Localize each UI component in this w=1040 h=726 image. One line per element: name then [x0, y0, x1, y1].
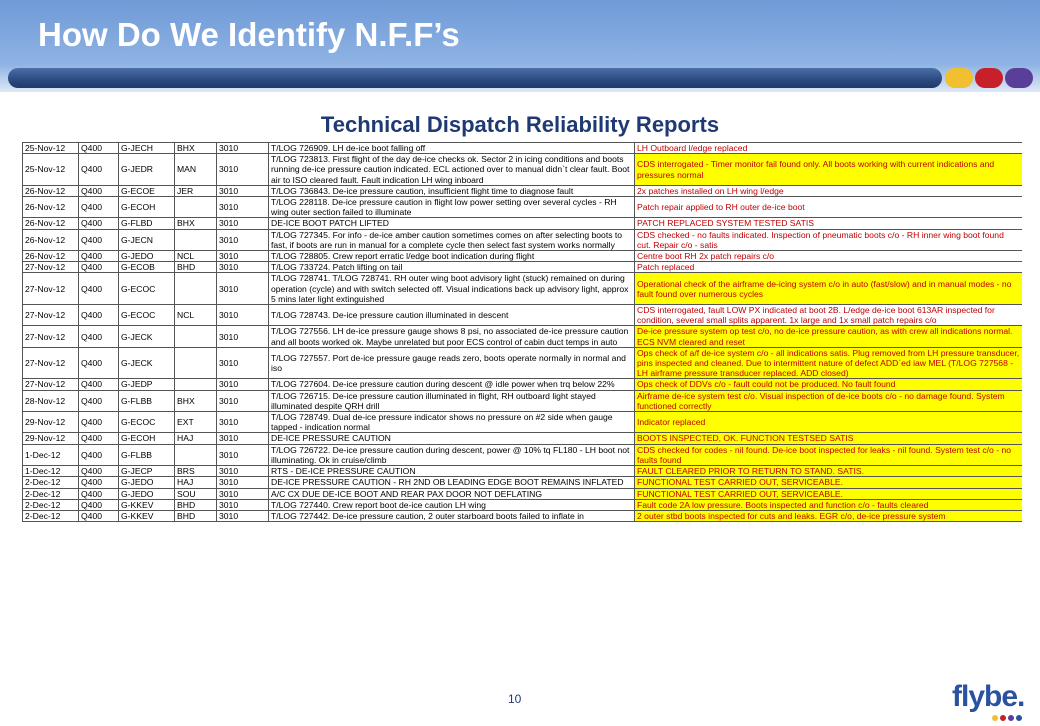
- cell-reg: G-JECK: [119, 326, 175, 347]
- cell-reg: G-ECOC: [119, 305, 175, 326]
- cell-type: Q400: [79, 412, 119, 433]
- cell-ata: 3010: [217, 488, 269, 499]
- cell-reg: G-JECP: [119, 466, 175, 477]
- cell-stn: [175, 229, 217, 250]
- cell-reg: G-ECOH: [119, 197, 175, 218]
- cell-date: 26-Nov-12: [23, 229, 79, 250]
- yellow-dot-decoration: [945, 68, 973, 88]
- cell-stn: [175, 326, 217, 347]
- cell-stn: BRS: [175, 466, 217, 477]
- cell-reg: G-ECOC: [119, 412, 175, 433]
- cell-reg: G-JEDO: [119, 251, 175, 262]
- cell-type: Q400: [79, 218, 119, 229]
- cell-reg: G-KKEV: [119, 499, 175, 510]
- table-row: [23, 412, 1023, 433]
- cell-ata: 3010: [217, 499, 269, 510]
- header-bar: [8, 68, 942, 88]
- cell-date: 27-Nov-12: [23, 347, 79, 379]
- cell-type: Q400: [79, 154, 119, 186]
- cell-type: Q400: [79, 433, 119, 444]
- cell-defect: T/LOG 736843. De-ice pressure caution, insufficient flight time to diagnose fault: [269, 185, 635, 196]
- cell-type: Q400: [79, 185, 119, 196]
- cell-action: Indicator replaced: [635, 412, 1023, 433]
- red-dot-decoration: [975, 68, 1003, 88]
- cell-stn: BHD: [175, 262, 217, 273]
- cell-ata: 3010: [217, 305, 269, 326]
- cell-action: Ops check of a/f de-ice system c/o - all indications satis. Plug removed from LH pressure transducer, pins inspected and cleaned. Due to intermittent nature of defect ADD`ed iaw MEL (T/LOG 727568 - LH airframe pressure transducer replaced. ADD closed): [635, 347, 1023, 379]
- cell-action: FAULT CLEARED PRIOR TO RETURN TO STAND. SATIS.: [635, 466, 1023, 477]
- cell-reg: G-JECK: [119, 347, 175, 379]
- cell-defect: T/LOG 723813. First flight of the day de-ice checks ok. Sector 2 in icing conditions and boots running de-ice pressure caution indicated. ECL actioned over to manual didn`t clear fault. Boot air to ISO cleared fault. Fault indication LH wing inboard: [269, 154, 635, 186]
- cell-date: 26-Nov-12: [23, 218, 79, 229]
- cell-type: Q400: [79, 466, 119, 477]
- cell-ata: 3010: [217, 444, 269, 465]
- table-row: [23, 466, 1023, 477]
- logo-dots-decoration: [992, 708, 1032, 716]
- cell-reg: G-ECOE: [119, 185, 175, 196]
- cell-type: Q400: [79, 229, 119, 250]
- cell-stn: HAJ: [175, 477, 217, 488]
- cell-ata: 3010: [217, 326, 269, 347]
- table-row: [23, 477, 1023, 488]
- cell-reg: G-JECN: [119, 229, 175, 250]
- table-row: [23, 433, 1023, 444]
- cell-defect: T/LOG 727556. LH de-ice pressure gauge shows 8 psi, no associated de-ice pressure caution and all boots worked ok. Maybe unrelated but poor ECS control of cabin duct temps in auto: [269, 326, 635, 347]
- cell-date: 29-Nov-12: [23, 433, 79, 444]
- cell-date: 26-Nov-12: [23, 185, 79, 196]
- cell-action: Patch repair applied to RH outer de-ice boot: [635, 197, 1023, 218]
- cell-reg: G-FLBB: [119, 390, 175, 411]
- cell-action: Centre boot RH 2x patch repairs c/o: [635, 251, 1023, 262]
- cell-type: Q400: [79, 390, 119, 411]
- cell-defect: DE-ICE PRESSURE CAUTION - RH 2ND OB LEADING EDGE BOOT REMAINS INFLATED: [269, 477, 635, 488]
- cell-ata: 3010: [217, 197, 269, 218]
- cell-action: BOOTS INSPECTED, OK. FUNCTION TESTSED SATIS: [635, 433, 1023, 444]
- cell-stn: BHD: [175, 499, 217, 510]
- table-row: [23, 229, 1023, 250]
- table-row: [23, 305, 1023, 326]
- cell-stn: [175, 273, 217, 305]
- cell-ata: 3010: [217, 477, 269, 488]
- cell-date: 2-Dec-12: [23, 477, 79, 488]
- cell-stn: JER: [175, 185, 217, 196]
- cell-stn: NCL: [175, 251, 217, 262]
- report-table-wrapper: [22, 142, 1022, 680]
- cell-date: 26-Nov-12: [23, 251, 79, 262]
- cell-date: 25-Nov-12: [23, 154, 79, 186]
- cell-defect: DE-ICE BOOT PATCH LIFTED: [269, 218, 635, 229]
- cell-reg: G-KKEV: [119, 510, 175, 521]
- page-number: 10: [508, 692, 522, 706]
- table-row: [23, 488, 1023, 499]
- cell-reg: G-JEDO: [119, 477, 175, 488]
- cell-defect: T/LOG 726722. De-ice pressure caution during descent, power @ 10% tq FL180 - LH boot not illuminating. Ok in cruise/climb: [269, 444, 635, 465]
- cell-stn: BHX: [175, 218, 217, 229]
- cell-date: 27-Nov-12: [23, 305, 79, 326]
- cell-type: Q400: [79, 197, 119, 218]
- cell-reg: G-JEDP: [119, 379, 175, 390]
- cell-stn: NCL: [175, 305, 217, 326]
- cell-type: Q400: [79, 499, 119, 510]
- cell-ata: 3010: [217, 273, 269, 305]
- cell-action: De-ice pressure system op test c/o, no de-ice pressure caution, as with crew all indications normal. ECS NVM cleared and reset: [635, 326, 1023, 347]
- cell-action: FUNCTIONAL TEST CARRIED OUT, SERVICEABLE.: [635, 488, 1023, 499]
- cell-type: Q400: [79, 379, 119, 390]
- cell-date: 1-Dec-12: [23, 444, 79, 465]
- cell-ata: 3010: [217, 379, 269, 390]
- cell-stn: BHX: [175, 143, 217, 154]
- table-row: [23, 197, 1023, 218]
- table-row: [23, 154, 1023, 186]
- cell-stn: HAJ: [175, 433, 217, 444]
- cell-date: 27-Nov-12: [23, 262, 79, 273]
- cell-defect: T/LOG 727440. Crew report boot de-ice caution LH wing: [269, 499, 635, 510]
- cell-reg: G-JEDR: [119, 154, 175, 186]
- cell-type: Q400: [79, 477, 119, 488]
- table-row: [23, 379, 1023, 390]
- cell-date: 25-Nov-12: [23, 143, 79, 154]
- cell-reg: G-JEDO: [119, 488, 175, 499]
- cell-stn: EXT: [175, 412, 217, 433]
- cell-defect: T/LOG 727604. De-ice pressure caution during descent @ idle power when trq below 22%: [269, 379, 635, 390]
- cell-ata: 3010: [217, 218, 269, 229]
- cell-defect: T/LOG 726715. De-ice pressure caution illuminated in flight, RH outboard light stayed illuminated despite QRH drill: [269, 390, 635, 411]
- slide-title: How Do We Identify N.F.F’s: [38, 16, 460, 53]
- cell-action: FUNCTIONAL TEST CARRIED OUT, SERVICEABLE.: [635, 477, 1023, 488]
- cell-action: PATCH REPLACED SYSTEM TESTED SATIS: [635, 218, 1023, 229]
- cell-stn: [175, 197, 217, 218]
- cell-defect: T/LOG 733724. Patch lifting on tail: [269, 262, 635, 273]
- table-row: [23, 143, 1023, 154]
- cell-defect: T/LOG 728805. Crew report erratic l/edge boot indication during flight: [269, 251, 635, 262]
- cell-action: Patch replaced: [635, 262, 1023, 273]
- cell-defect: DE-ICE PRESSURE CAUTION: [269, 433, 635, 444]
- flybe-logo: flybe.: [952, 680, 1025, 713]
- cell-date: 27-Nov-12: [23, 379, 79, 390]
- cell-date: 27-Nov-12: [23, 273, 79, 305]
- cell-reg: G-ECOC: [119, 273, 175, 305]
- cell-defect: T/LOG 228118. De-ice pressure caution in flight low power setting over several cycles - RH wing outer section failed to illuminate: [269, 197, 635, 218]
- cell-date: 2-Dec-12: [23, 488, 79, 499]
- cell-defect: T/LOG 727442. De-ice pressure caution, 2 outer starboard boots failed to inflate in: [269, 510, 635, 521]
- cell-date: 2-Dec-12: [23, 510, 79, 521]
- cell-action: CDS interrogated, fault LOW PX indicated at boot 2B. L/edge de-ice boot 613AR inspected for condition, several small splits apparent. 1x large and 1x small patch repairs c/o: [635, 305, 1023, 326]
- table-row: [23, 510, 1023, 521]
- table-row: [23, 390, 1023, 411]
- cell-reg: G-FLBD: [119, 218, 175, 229]
- cell-ata: 3010: [217, 154, 269, 186]
- cell-type: Q400: [79, 273, 119, 305]
- cell-ata: 3010: [217, 251, 269, 262]
- report-table-body: [23, 143, 1023, 522]
- cell-ata: 3010: [217, 433, 269, 444]
- purple-dot-decoration: [1005, 68, 1033, 88]
- cell-ata: 3010: [217, 143, 269, 154]
- cell-stn: BHD: [175, 510, 217, 521]
- cell-type: Q400: [79, 488, 119, 499]
- cell-date: 28-Nov-12: [23, 390, 79, 411]
- cell-action: Ops check of DDVs c/o - fault could not be produced. No fault found: [635, 379, 1023, 390]
- cell-type: Q400: [79, 347, 119, 379]
- cell-action: CDS checked - no faults indicated. Inspection of pneumatic boots c/o - RH inner wing boot found cut. Repair c/o - satis: [635, 229, 1023, 250]
- cell-ata: 3010: [217, 390, 269, 411]
- table-row: [23, 326, 1023, 347]
- cell-type: Q400: [79, 326, 119, 347]
- cell-ata: 3010: [217, 510, 269, 521]
- cell-stn: [175, 444, 217, 465]
- cell-defect: A/C CX DUE DE-ICE BOOT AND REAR PAX DOOR NOT DEFLATING: [269, 488, 635, 499]
- cell-defect: RTS - DE-ICE PRESSURE CAUTION: [269, 466, 635, 477]
- cell-defect: T/LOG 726909. LH de-ice boot falling off: [269, 143, 635, 154]
- reliability-report-table: [22, 142, 1022, 522]
- cell-ata: 3010: [217, 185, 269, 196]
- cell-defect: T/LOG 727345. For info - de-ice amber caution sometimes comes on after selecting boots to fast, if boots are run in manual for a complete cycle then select fast system works normally: [269, 229, 635, 250]
- cell-ata: 3010: [217, 229, 269, 250]
- cell-action: LH Outboard l/edge replaced: [635, 143, 1023, 154]
- cell-reg: G-ECOB: [119, 262, 175, 273]
- cell-stn: [175, 347, 217, 379]
- cell-reg: G-ECOH: [119, 433, 175, 444]
- cell-stn: [175, 379, 217, 390]
- cell-ata: 3010: [217, 347, 269, 379]
- cell-defect: T/LOG 727557. Port de-ice pressure gauge reads zero, boots operate normally in normal and iso: [269, 347, 635, 379]
- slide-subtitle: Technical Dispatch Reliability Reports: [320, 112, 720, 137]
- cell-type: Q400: [79, 262, 119, 273]
- table-row: [23, 251, 1023, 262]
- table-row: [23, 262, 1023, 273]
- cell-action: CDS interrogated - Timer monitor fail found only. All boots working with current indications and pressures normal: [635, 154, 1023, 186]
- cell-stn: BHX: [175, 390, 217, 411]
- cell-type: Q400: [79, 510, 119, 521]
- cell-type: Q400: [79, 444, 119, 465]
- cell-defect: T/LOG 728741. T/LOG 728741. RH outer wing boot advisory light (stuck) remained on during operation (cycle) and with switch selected off. Visual indications back up advisory light, approx 5 mins later light extinguished: [269, 273, 635, 305]
- cell-date: 27-Nov-12: [23, 326, 79, 347]
- cell-type: Q400: [79, 251, 119, 262]
- cell-action: Fault code 2A low pressure. Boots inspected and function c/o - faults cleared: [635, 499, 1023, 510]
- table-row: [23, 185, 1023, 196]
- cell-reg: G-FLBB: [119, 444, 175, 465]
- cell-defect: T/LOG 728743. De-ice pressure caution illuminated in descent: [269, 305, 635, 326]
- cell-type: Q400: [79, 305, 119, 326]
- table-row: [23, 218, 1023, 229]
- cell-stn: MAN: [175, 154, 217, 186]
- table-row: [23, 347, 1023, 379]
- cell-stn: SOU: [175, 488, 217, 499]
- cell-defect: T/LOG 728749. Dual de-ice pressure indicator shows no pressure on #2 side when gauge tapped - indication normal: [269, 412, 635, 433]
- cell-date: 1-Dec-12: [23, 466, 79, 477]
- cell-date: 2-Dec-12: [23, 499, 79, 510]
- cell-action: 2 outer stbd boots inspected for cuts and leaks. EGR c/o, de-ice pressure system: [635, 510, 1023, 521]
- table-row: [23, 444, 1023, 465]
- cell-date: 26-Nov-12: [23, 197, 79, 218]
- table-row: [23, 273, 1023, 305]
- cell-action: 2x patches installed on LH wing l/edge: [635, 185, 1023, 196]
- cell-ata: 3010: [217, 466, 269, 477]
- table-row: [23, 499, 1023, 510]
- cell-ata: 3010: [217, 262, 269, 273]
- cell-action: Operational check of the airframe de-icing system c/o in auto (fast/slow) and in manual modes - no fault found over numerous cycles: [635, 273, 1023, 305]
- cell-ata: 3010: [217, 412, 269, 433]
- cell-type: Q400: [79, 143, 119, 154]
- cell-reg: G-JECH: [119, 143, 175, 154]
- cell-date: 29-Nov-12: [23, 412, 79, 433]
- cell-action: CDS checked for codes - nil found. De-ice boot inspected for leaks - nil found. System test c/o - no faults found: [635, 444, 1023, 465]
- cell-action: Airframe de-ice system test c/o. Visual inspection of de-ice boots c/o - no damage found. System functioned correctly: [635, 390, 1023, 411]
